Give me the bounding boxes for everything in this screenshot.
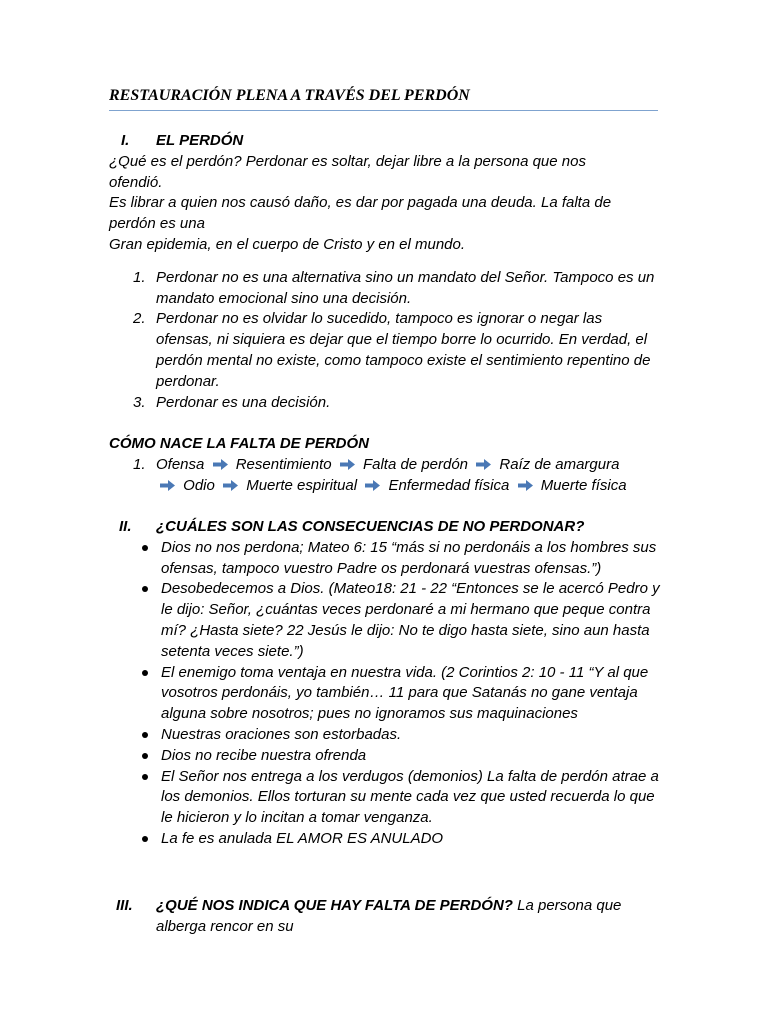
bullet-dot-icon bbox=[142, 732, 148, 738]
list-item-text: Nuestras oraciones son estorbadas. bbox=[161, 725, 402, 743]
list-item bbox=[109, 746, 661, 767]
section-1 bbox=[109, 131, 661, 413]
list-item-text: Desobedecemos a Dios. (Mateo18: 21 - 22 “Entonces se le acercó Pedro y le dijo: Señor, ¿cuántas veces perdonaré a mi hermano que peque contra mí? ¿Hasta siete? 22 Jesús le dijo: No te digo hasta siete, sino aun hasta setenta veces siete.”) bbox=[161, 580, 660, 660]
arrow-right-icon bbox=[340, 459, 355, 470]
section-3-text: La persona que bbox=[517, 897, 622, 914]
list-item bbox=[109, 829, 661, 850]
section-1-heading-row bbox=[109, 131, 661, 152]
section-2-number: II. bbox=[119, 518, 132, 535]
section-3-text-line-2: alberga rencor en su bbox=[156, 917, 294, 935]
arrow-right-icon bbox=[160, 480, 175, 491]
list-item bbox=[109, 663, 661, 725]
section-2-heading: ¿CUÁLES SON LAS CONSECUENCIAS DE NO PERDONAR? bbox=[156, 518, 585, 535]
list-item-text: Perdonar es una decisión. bbox=[156, 393, 331, 411]
section-2 bbox=[109, 517, 661, 850]
intro-line: ofendió. bbox=[109, 173, 163, 191]
bullet-dot-icon bbox=[142, 586, 148, 592]
list-item-number: 3. bbox=[133, 393, 146, 411]
bullet-dot-icon bbox=[142, 836, 148, 842]
list-item bbox=[109, 725, 661, 746]
list-item bbox=[109, 393, 661, 414]
list-item-text: La fe es anulada EL AMOR ES ANULADO bbox=[161, 829, 444, 847]
arrow-right-icon bbox=[365, 480, 380, 491]
section-3-number: III. bbox=[116, 897, 133, 914]
consequences-list bbox=[109, 538, 661, 850]
chain-step: Falta de perdón bbox=[362, 455, 469, 473]
chain-step: Resentimiento bbox=[235, 455, 332, 473]
section-3-row bbox=[109, 896, 661, 938]
list-item-text: Dios no recibe nuestra ofrenda bbox=[161, 746, 367, 764]
bullet-dot-icon bbox=[142, 545, 148, 551]
list-item bbox=[109, 268, 661, 310]
chain-line-2 bbox=[109, 476, 661, 497]
section-1-number: I. bbox=[121, 132, 130, 149]
bullet-dot-icon bbox=[142, 753, 148, 759]
list-item-text: El enemigo toma ventaja en nuestra vida. (2 Corintios 2: 10 - 11 “Y al que vosotros perdonáis, yo también… 11 para que Satanás no gane ventaja alguna sobre nosotros; pues no ignoramos sus maquinaciones bbox=[161, 663, 649, 723]
list-item-text: Perdonar no es olvidar lo sucedido, tampoco es ignorar o negar las ofensas, ni siquiera es dejar que el tiempo borre lo ocurrido. En verdad, el perdón mental no existe, como tampoco existe el sentimiento repentino de perdonar. bbox=[156, 310, 651, 390]
intro-line: perdón es una bbox=[109, 215, 205, 233]
arrow-right-icon bbox=[223, 480, 238, 491]
bullet-dot-icon bbox=[142, 774, 148, 780]
list-item bbox=[109, 579, 661, 662]
intro-line: ¿Qué es el perdón? Perdonar es soltar, dejar libre a la persona que nos bbox=[109, 152, 586, 170]
list-item-text: Dios no nos perdona; Mateo 6: 15 “más si no perdonáis a los hombres sus ofensas, tampoco vuestro Padre os perdonará vuestras ofensas.”) bbox=[161, 538, 657, 577]
section-3-heading: ¿QUÉ NOS INDICA QUE HAY FALTA DE PERDÓN? bbox=[156, 897, 513, 914]
chain-step: Muerte espiritual bbox=[246, 476, 358, 494]
chain-line-1 bbox=[109, 455, 661, 476]
list-item-text: El Señor nos entrega a los verdugos (demonios) La falta de perdón atrae a los demonios. Ellos torturan su mente cada vez que usted recuerda lo que le hicieron y lo incitan a tomar venganza. bbox=[161, 767, 659, 827]
arrow-right-icon bbox=[476, 459, 491, 470]
section-3 bbox=[109, 896, 661, 938]
chain-step: Muerte física bbox=[540, 476, 627, 494]
chain-step: Raíz de amargura bbox=[499, 455, 620, 473]
intro-line: Gran epidemia, en el cuerpo de Cristo y en el mundo. bbox=[109, 235, 466, 253]
document-title: RESTAURACIÓN PLENA A TRAVÉS DEL PERDÓN bbox=[109, 86, 658, 111]
list-item bbox=[109, 309, 661, 392]
list-item-text: Perdonar no es una alternativa sino un mandato del Señor. Tampoco es un mandato emocional sino una decisión. bbox=[156, 268, 655, 307]
bullet-dot-icon bbox=[142, 670, 148, 676]
chain-step: Ofensa bbox=[156, 455, 205, 473]
chain-number: 1. bbox=[133, 455, 146, 473]
section-1-numbered-list bbox=[109, 268, 661, 414]
arrow-right-icon bbox=[518, 480, 533, 491]
intro-line: Es librar a quien nos causó daño, es dar por pagada una deuda. La falta de bbox=[109, 194, 612, 212]
list-item-number: 1. bbox=[133, 268, 146, 286]
como-nace-heading: CÓMO NACE LA FALTA DE PERDÓN bbox=[109, 435, 369, 452]
chain-step: Enfermedad física bbox=[388, 476, 510, 494]
list-item bbox=[109, 767, 661, 829]
arrow-right-icon bbox=[213, 459, 228, 470]
section-1-heading: EL PERDÓN bbox=[156, 132, 244, 149]
list-item bbox=[109, 538, 661, 580]
section-2-heading-row bbox=[109, 517, 661, 538]
section-1-intro bbox=[109, 152, 661, 256]
como-nace-section bbox=[109, 434, 661, 496]
chain-step: Odio bbox=[183, 476, 215, 494]
list-item-number: 2. bbox=[133, 310, 146, 328]
